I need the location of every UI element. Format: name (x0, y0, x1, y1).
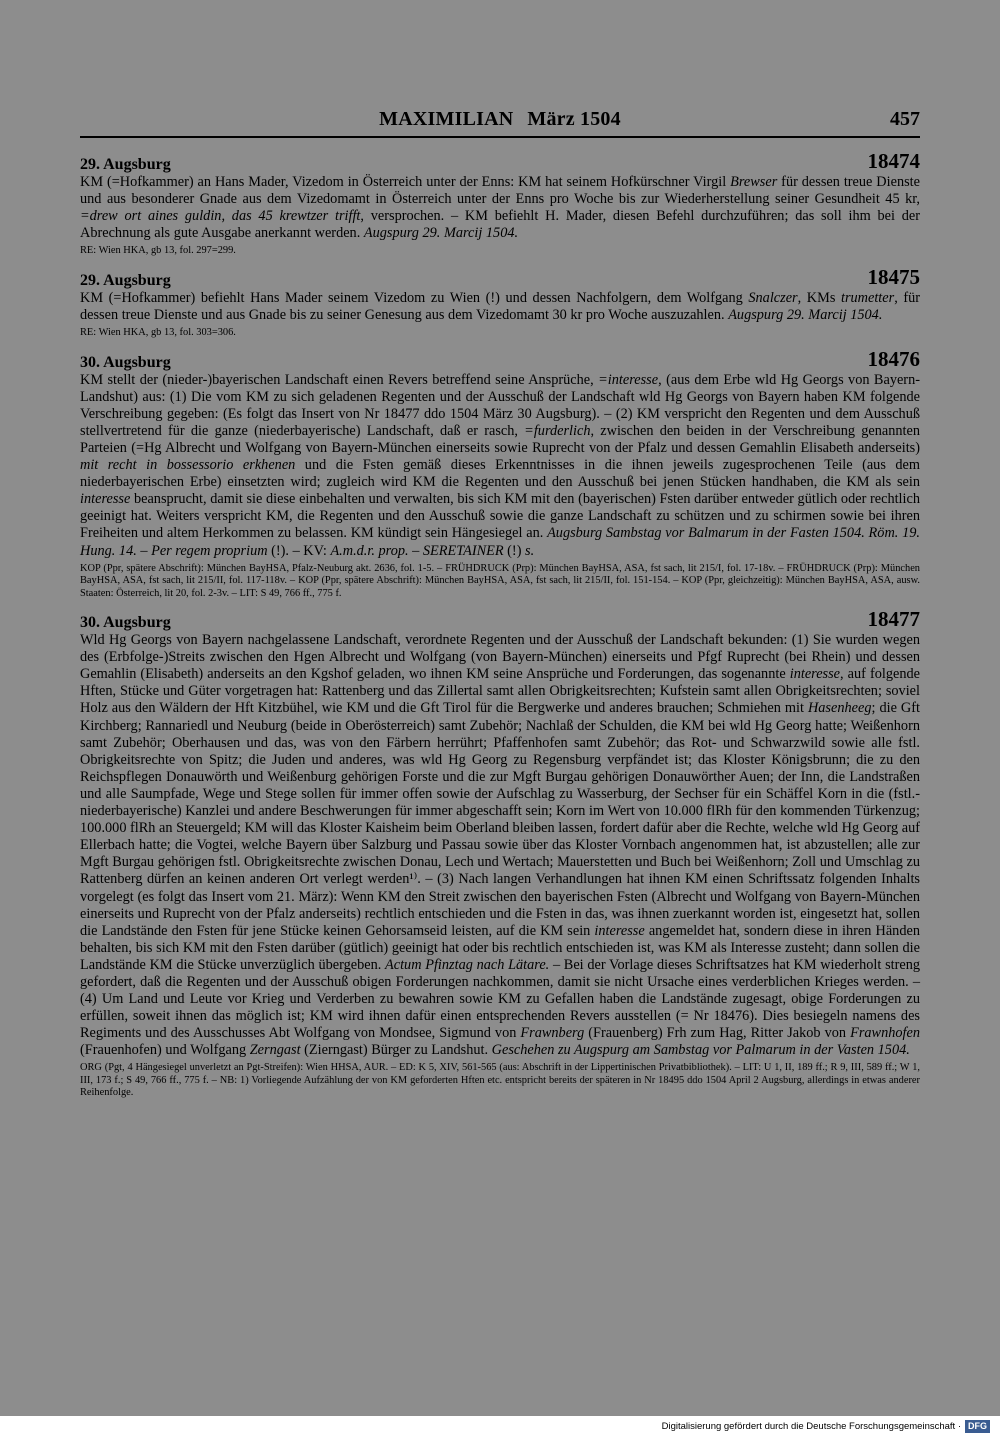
text-run: , auf folgende Hften, Stücke und Güter vorgetragen hat: Rattenberg und das Zillertal samt allen Obrigkeitsrechten; Kufstein samt allen Obrigkeitsrechten; soviel Holz aus den Wäldern der Hft Kitzbühel, wie KM und die Gft Tirol für die Bergwerke und anderes brauchen; Schmiehen mit (80, 666, 920, 717)
italic-text-run: Augsburg Sambstag vor Balmarum in der Fasten 1504. Röm. 19. Hung. 14. – Per regem proprium (80, 525, 920, 559)
entry (80, 150, 920, 258)
entry-number: 18476 (867, 346, 920, 371)
running-title-name: MAXIMILIAN (379, 108, 514, 130)
italic-text-run: mit recht in bossessorio erkhenen (80, 457, 296, 474)
entry-source: RE: Wien HKA, gb 13, fol. 297=299. (80, 245, 236, 257)
entry-heading (80, 150, 920, 174)
digitization-footer (662, 1419, 990, 1433)
entry-body (80, 632, 920, 1059)
entry-source: RE: Wien HKA, gb 13, fol. 303=306. (80, 327, 236, 339)
text-run: , (aus dem Erbe wld Hg Georgs von Bayern-Landshut) aus: (1) Die vom KM zu sich geladenen Regenten und der Ausschuß der Landschaft wld Hg Georgs von Bayern haben KM folgende Verschreibung gegeben: (Es folgt das Insert von Nr 18477 ddo 1504 März 30 Augsburg). – (2) KM verspricht den Regenten und dem Ausschuß stellvertretend für die ganze (niederbayerische) Landschaft, daß er rasch, (80, 371, 920, 439)
italic-text-run: Hasenheeg (807, 700, 872, 717)
italic-text-run: Actum Pfinztag nach Lätare. (385, 956, 550, 973)
italic-text-run: Frawnhofen (850, 1025, 920, 1042)
italic-text-run: Geschehen zu Augspurg am Sambstag vor Palmarum in der Vasten 1504. (491, 1042, 910, 1059)
text-run: KM (=Hofkammer) an Hans Mader, Vizedom in Österreich unter der Enns: KM hat seinem Hofkürschner Virgil (80, 174, 731, 190)
entry (80, 348, 920, 601)
entry-body (80, 372, 920, 560)
header-rule (80, 136, 920, 138)
text-run: (!) (503, 542, 526, 559)
text-run: , versprochen. – KM befiehlt H. Mader, diesen Befehl durchzuführen; das soll ihm bei der Abrechnung als gute Ausgabe anerkannt werden. (80, 208, 920, 242)
italic-text-run: interesse (594, 922, 645, 939)
italic-text-run: Zerngast (249, 1042, 301, 1059)
running-title (80, 108, 920, 131)
italic-text-run: Brewser (730, 174, 778, 190)
entries-column (80, 150, 920, 1108)
text-run: KM (=Hofkammer) befiehlt Hans Mader seinem Vizedom zu Wien (!) und dessen Nachfolgern, dem Wolfgang (80, 289, 749, 306)
running-title-date: März 1504 (527, 108, 621, 130)
entry-heading (80, 608, 920, 632)
text-run: Wld Hg Georgs von Bayern nachgelassene Landschaft, verordnete Regenten und der Ausschuß der Landschaft bekunden: (1) Sie wurden wegen des (Erbfolge-)Streits zwischen den Hgen Albrecht und Wolfgang (von Bayern-München) einerseits und Pfgf Ruprecht (bei Rhein) und dessen Gemahlin (Elisabeth) anderseits an den Kgshof geladen, wo ihnen KM seine Ansprüche und Forderungen, das sogenannte (80, 632, 920, 683)
entry-body (80, 290, 920, 324)
text-run: beansprucht, damit sie diese einbehalten und verwalten, bis sich KM mit den (bayerischen) Fsten darüber entweder gütlich oder rechtlich geeinigt hat. Weiters verspricht KM, die Regenten und den Ausschuß sowie die ganze Landschaft zu schützen und zu schirmen sowie bei ihren Freiheiten und altem Herkommen zu belassen. KM kündigt sein Hängesiegel an. (80, 491, 920, 542)
text-run: (Frauenhofen) und Wolfgang (80, 1042, 250, 1059)
entry-heading (80, 266, 920, 290)
italic-text-run: trumetter (840, 289, 895, 306)
entry-place: 29. Augsburg (80, 156, 171, 173)
entry-number: 18475 (867, 264, 920, 289)
text-run: angemeldet hat, sondern diese in ihren Händen behalten, bis sich KM mit den Fsten darüber (gütlich) geeinigt hat oder bis rechtlich entschieden ist, was KM als Interesse zusteht; dann sollen die Landstände KM die Stücke unverzüglich übergeben. (80, 922, 920, 973)
italic-text-run: Snalczer (748, 289, 798, 306)
italic-text-run: Augspurg 29. Marcij 1504. (728, 306, 883, 323)
italic-text-run: =drew ort aines guldin, das 45 krewtzer trifft (80, 208, 361, 225)
italic-text-run: =interesse (598, 371, 659, 388)
italic-text-run: interesse (80, 491, 131, 508)
page-number: 457 (890, 108, 920, 130)
entry-source: KOP (Ppr, spätere Abschrift): München BayHSA, Pfalz-Neuburg akt. 2636, fol. 1-5. – FRÜHDRUCK (Prp): München BayHSA, ASA, fst sach, lit 215/I, fol. 17-18v. – FRÜHDRUCK (Prp): München BayHSA, ASA, fst sach, lit 215/II, fol. 117-118v. – KOP (Ppr, spätere Abschrift): München BayHSA, ASA, fst sach, lit 215/II, fol. 151-154. – KOP (Ppr, gleichzeitig): München BayHSA, ASA, ausw. Staaten: Österreich, lit 20, fol. 2-3v. – LIT: S 49, 766 ff., 775 f. (80, 562, 920, 599)
entry-place: 30. Augsburg (80, 614, 171, 632)
text-run: , für dessen treue Dienste und aus Gnade bis zu seiner Genesung aus dem Vizedomamt 30 kr pro Woche auszuzahlen. (80, 289, 921, 323)
text-run: (!). – KV: (267, 542, 331, 559)
footer-credit: Digitalisierung gefördert durch die Deutsche Forschungsgemeinschaft · (661, 1420, 961, 1432)
running-header (80, 108, 920, 134)
text-run: (Frauenberg) Frh zum Hag, Ritter Jakob von (584, 1025, 851, 1042)
text-run: ; die Gft Kirchberg; Rannariedl und Neuburg (beide in Oberösterreich) samt Zubehör; Nachlaß der Schulden, die KM bei wld Hg Georg hatte; Weißenhorn samt Zubehör; Oberhausen und das, was von den Färbern herrührt; Pfaffenhofen samt Zubehör; das Rot- und Schwarzwild sowie alle fstl. Obrigkeitsrechte von Spitz; die Juden und anderes, was wld Hg Georg zu Regensburg verpfändet ist; das Kloster Königsbrunn; die zu den Reichspflegen Donauwörth und Weißenburg gehörigen Forste und die zur Mgft Burgau gehörigen Donauwörther Auen; der Inn, die Landstraßen und alle Saumpfade, Wege und Stege sollen für immer offen sowie der Aufschlag zu Wasserburg, der Sechser für ein Schäffel Korn in die (fstl.-niederbayerische) Kanzlei und andere Beschwerungen für immer abgeschafft sein; Korn im Wert von 10.000 flRh für den kommenden Türkenzug; 100.000 flRh an Steuergeld; KM will das Kloster Kaisheim beim Oberland bleiben lassen, fordert dafür aber die Rechte, welche wld Hg Georg auf Ellerbach hatte; die Vogtei, welche Bayern über Salzburg und Passau sowie über das Kloster Vornbach angenommen hat, ist abzustellen; alle zur Mgft Burgau gehörigen fstl. Obrigkeitsrechte zwischen Donau, Lech und Wertach; Mauerstetten und Buch bei Weißenhorn; Zoll und Umschlag zu Rattenberg dürfen an keinen anderen Ort verlegt werden¹⁾. – (3) Nach langen Verhandlungen hat ihnen KM einen Schriftssatz folgenden Inhalts vorgelegt (es folgt das Insert vom 21. März): Wenn KM den Streit zwischen den bayerischen Fsten (Albrecht und Wolfgang von Bayern-München einerseits und Ruprecht von der Pfalz anderseits) rechtlich entschieden und die Fsten in das, was ihnen zuerkannt worden ist, eingesetzt hat, sollen die Landstände den Fsten für jene Stücke keinen Gehorsamseid leisten, auf die KM sein (80, 700, 920, 939)
text-run: für dessen treue Dienste und aus besonderer Gnade aus dem Vizedomamt in Österreich unter der Enns pro Woche bis zur Wiederherstellung seiner Gesundheit 45 kr, (80, 174, 920, 208)
entry (80, 608, 920, 1100)
italic-text-run: A.m.d.r. prop. – SERETAINER (330, 542, 504, 559)
italic-text-run: s. (525, 542, 535, 559)
text-run: , KMs (797, 289, 841, 306)
entry-place: 30. Augsburg (80, 353, 171, 371)
entry-body (80, 174, 920, 242)
entry-number: 18474 (867, 149, 920, 173)
entry-number: 18477 (867, 607, 920, 632)
italic-text-run: Augspurg 29. Marcij 1504. (363, 225, 519, 242)
italic-text-run: interesse (789, 666, 841, 683)
text-run: , zwischen den beiden in der Verschreibung genannten Parteien (=Hg Albrecht und Wolfgang von Bayern-München einerseits sowie Ruprecht von der Pfalz und dessen Gemahlin Elisabeth anderseits) (80, 422, 920, 456)
dfg-logo[interactable]: DFG (965, 1420, 990, 1433)
entry-source: ORG (Pgt, 4 Hängesiegel unverletzt an Pgt-Streifen): Wien HHSA, AUR. – ED: K 5, XIV, 561-565 (aus: Abschrift in der Lippertinischen Privatbibliothek). – LIT: U 1, II, 189 ff.; R 9, III, 589 ff.; W 1, III, 173 f.; S 49, 766 ff., 775 f. – NB: 1) Vorliegende Aufzählung der von KM geforderten Hften etc. entspricht bereits der späteren in Nr 18495 ddo 1504 April 2 Augsburg, allerdings in etwas anderer Reihenfolge. (80, 1062, 920, 1099)
text-run: (Zierngast) Bürger zu Landshut. (300, 1042, 492, 1059)
entry-place: 29. Augsburg (80, 271, 171, 289)
text-run: – Bei der Vorlage dieses Schriftsatzes hat KM wiederholt streng gefordert, daß die Regenten und der Ausschuß obigen Forderungen nachkommen, damit sie nicht Ursache eines verderblichen Krieges werden. – (4) Um Land und Leute vor Krieg und Verderben zu bewahren sowie KM zu Gefallen haben die Landstände zugesagt, obige Forderungen zu erfüllen, soweit ihnen das möglich ist; KM wird ihnen dafür einen entsprechenden Revers ausstellen (= Nr 18476). Dies besiegeln namens des Regiments und des Ausschusses Abt Wolfgang von Mondsee, Sigmund von (80, 956, 921, 1042)
entry-heading (80, 348, 920, 372)
italic-text-run: Frawnberg (520, 1025, 585, 1042)
text-run: und die Fsten gemäß dieses Erkenntnisses in die ihnen jeweils zugesprochenen Teile (aus dem niederbayerischen Erbe) einsetzten wird; zugleich wird KM die Regenten und den Ausschuß bei jenen Stücken handhaben, die KM als sein (80, 457, 920, 491)
text-run: KM stellt der (nieder-)bayerischen Landschaft einen Revers betreffend seine Ansprüche, (80, 371, 599, 388)
italic-text-run: =furderlich (524, 422, 591, 439)
entry (80, 266, 920, 340)
